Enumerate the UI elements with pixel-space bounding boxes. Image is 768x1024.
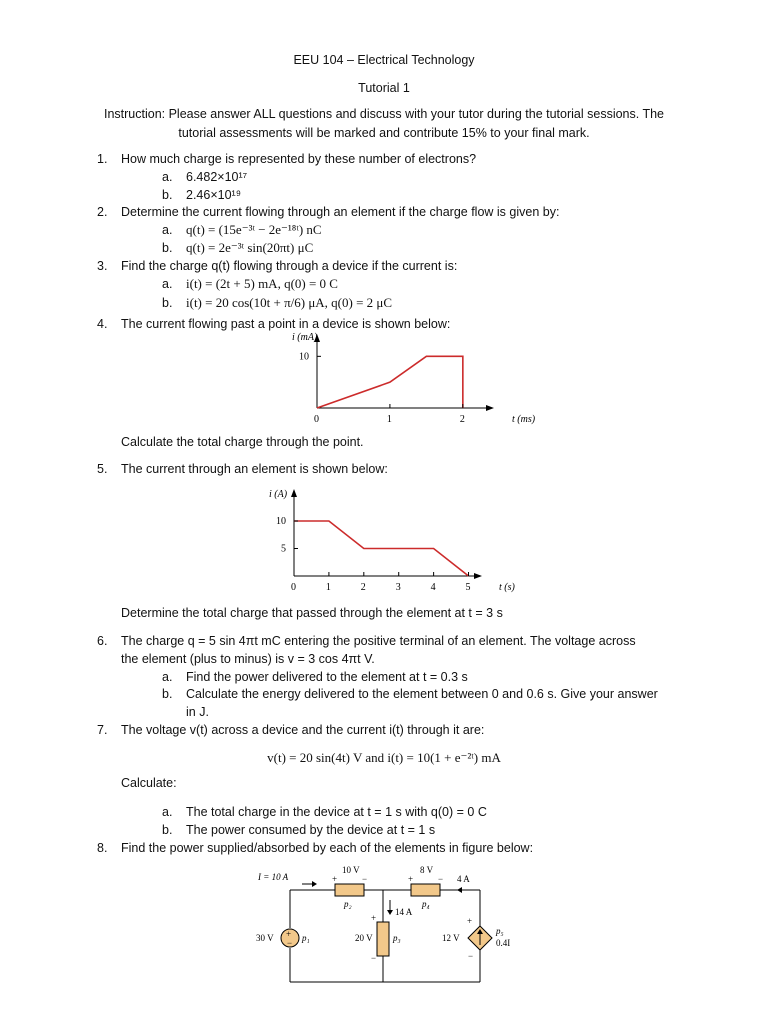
label-dep: 0.4I <box>496 938 511 948</box>
x-tick-label: 4 <box>430 582 436 593</box>
x-axis-arrow-icon <box>474 573 482 579</box>
source-plus-sign: + <box>286 929 292 939</box>
arrow-down-icon <box>387 910 393 915</box>
label-20V: 20 V <box>355 933 373 943</box>
q2b-label: b. <box>162 241 173 255</box>
label-8V: 8 V <box>420 865 434 875</box>
resistor-p2 <box>335 884 364 896</box>
x-axis-arrow-icon <box>486 405 494 411</box>
y-axis-arrow-icon <box>291 489 297 497</box>
label-minus-p4: − <box>438 874 444 884</box>
q7-text: The voltage v(t) across a device and the current i(t) through it are: <box>121 723 485 737</box>
resistor-p4 <box>411 884 440 896</box>
q7-calc: Calculate: <box>121 776 177 790</box>
x-tick-label: 1 <box>386 414 392 425</box>
x-axis-label: t (ms) <box>512 414 536 425</box>
label-30V: 30 V <box>256 933 274 943</box>
q3b-label: b. <box>162 296 173 310</box>
q2b-text: q(t) = 2e⁻³ᵗ sin(20πt) μC <box>186 240 314 255</box>
q5-after: Determine the total charge that passed through the element at t = 3 s <box>121 606 503 620</box>
chart-q5 <box>250 483 515 598</box>
label-p2: p₂ <box>344 899 352 909</box>
q6a-label: a. <box>162 670 173 684</box>
x-tick-label: 0 <box>291 582 296 593</box>
q6a-text: Find the power delivered to the element at t = 0.3 s <box>186 670 468 684</box>
x-tick-label: 1 <box>325 582 331 593</box>
q3-text: Find the charge q(t) flowing through a device if the current is: <box>121 259 458 273</box>
y-axis-label: i (mA) <box>292 332 318 343</box>
arrow-left-icon <box>457 887 462 893</box>
q6-line-1: The charge q = 5 sin 4πt mC entering the positive terminal of an element. The voltage across <box>121 634 636 648</box>
q8-number: 8. <box>97 841 108 855</box>
q7a-label: a. <box>162 805 173 819</box>
q1a-label: a. <box>162 170 173 184</box>
q7b-label: b. <box>162 823 173 837</box>
q5-number: 5. <box>97 462 108 476</box>
q4-text: The current flowing past a point in a device is shown below: <box>121 317 451 331</box>
q6b-label: b. <box>162 687 173 701</box>
label-minus-p5: − <box>468 951 474 961</box>
y-tick-label: 10 <box>299 351 309 363</box>
y-tick-label: 10 <box>276 516 286 527</box>
label-p3: p₃ <box>393 933 401 943</box>
q2-number: 2. <box>97 205 108 219</box>
x-tick-label: 5 <box>465 582 471 593</box>
label-4A: 4 A <box>457 874 470 884</box>
q1a-text: 6.482×10¹⁷ <box>186 170 248 184</box>
resistor-p3 <box>377 922 389 956</box>
q2a-label: a. <box>162 223 173 237</box>
label-p4: p₄ <box>422 899 430 909</box>
q7-equation: v(t) = 20 sin(4t) V and i(t) = 10(1 + e⁻²ᵗ) mA <box>267 750 501 765</box>
instruction-line-2: tutorial assessments will be marked and contribute 15% to your final mark. <box>178 126 590 140</box>
q5-text: The current through an element is shown below: <box>121 462 388 476</box>
label-p1: p₁ <box>302 933 310 943</box>
instruction-line-1: Instruction: Please answer ALL questions and discuss with your tutor during the tutorial sessions. The <box>103 107 665 121</box>
label-plus-p3: + <box>371 913 377 923</box>
label-plus-p5: + <box>467 916 473 926</box>
x-axis-label: t (s) <box>499 582 515 593</box>
q4-number: 4. <box>97 317 108 331</box>
course-title: EEU 104 – Electrical Technology <box>293 53 475 67</box>
arrow-right-icon <box>312 881 317 887</box>
label-minus-p3: − <box>371 953 377 963</box>
x-tick-label: 0 <box>314 414 319 425</box>
label-plus-p2: + <box>332 874 338 884</box>
circuit-diagram <box>250 860 530 990</box>
q7a-text: The total charge in the device at t = 1 s with q(0) = 0 C <box>186 805 487 819</box>
label-minus-p2: − <box>362 874 368 884</box>
y-axis-label: i (A) <box>269 489 288 500</box>
q1-text: How much charge is represented by these number of electrons? <box>121 152 477 166</box>
q3a-label: a. <box>162 277 173 291</box>
q1b-text: 2.46×10¹⁹ <box>186 188 242 202</box>
x-tick-label: 2 <box>360 582 366 593</box>
q3a-text: i(t) = (2t + 5) mA, q(0) = 0 C <box>186 276 338 291</box>
chart-q4 <box>270 330 536 430</box>
series-line <box>294 521 469 576</box>
label-p5: p₅ <box>496 926 504 936</box>
q6b-text: Calculate the energy delivered to the element between 0 and 0.6 s. Give your answer <box>186 687 658 701</box>
q6-number: 6. <box>97 634 108 648</box>
label-plus-p4: + <box>408 874 414 884</box>
q6-line-2: the element (plus to minus) is v = 3 cos 4πt V. <box>121 652 375 666</box>
q7b-text: The power consumed by the device at t = 1 s <box>186 823 436 837</box>
x-tick-label: 3 <box>395 582 401 593</box>
q3b-text: i(t) = 20 cos(10t + π/6) μA, q(0) = 2 μC <box>186 295 393 310</box>
label-14A: 14 A <box>395 907 413 917</box>
q6b-text-2: in J. <box>186 705 209 719</box>
label-10V: 10 V <box>342 865 360 875</box>
q8-text: Find the power supplied/absorbed by each of the elements in figure below: <box>121 841 534 855</box>
q4-after: Calculate the total charge through the point. <box>121 435 364 449</box>
y-tick-label: 5 <box>281 543 286 555</box>
x-tick-label: 2 <box>459 414 465 425</box>
q3-number: 3. <box>97 259 108 273</box>
q2-text: Determine the current flowing through an element if the charge flow is given by: <box>121 205 560 219</box>
q2a-text: q(t) = (15e⁻³ᵗ − 2e⁻¹⁸ᵗ) nC <box>186 222 322 237</box>
source-minus-sign: − <box>287 938 293 948</box>
q7-number: 7. <box>97 723 108 737</box>
tutorial-title: Tutorial 1 <box>358 81 410 95</box>
label-12V: 12 V <box>442 933 460 943</box>
q1b-label: b. <box>162 188 173 202</box>
q1-number: 1. <box>97 152 108 166</box>
label-I: I = 10 A <box>258 872 289 882</box>
